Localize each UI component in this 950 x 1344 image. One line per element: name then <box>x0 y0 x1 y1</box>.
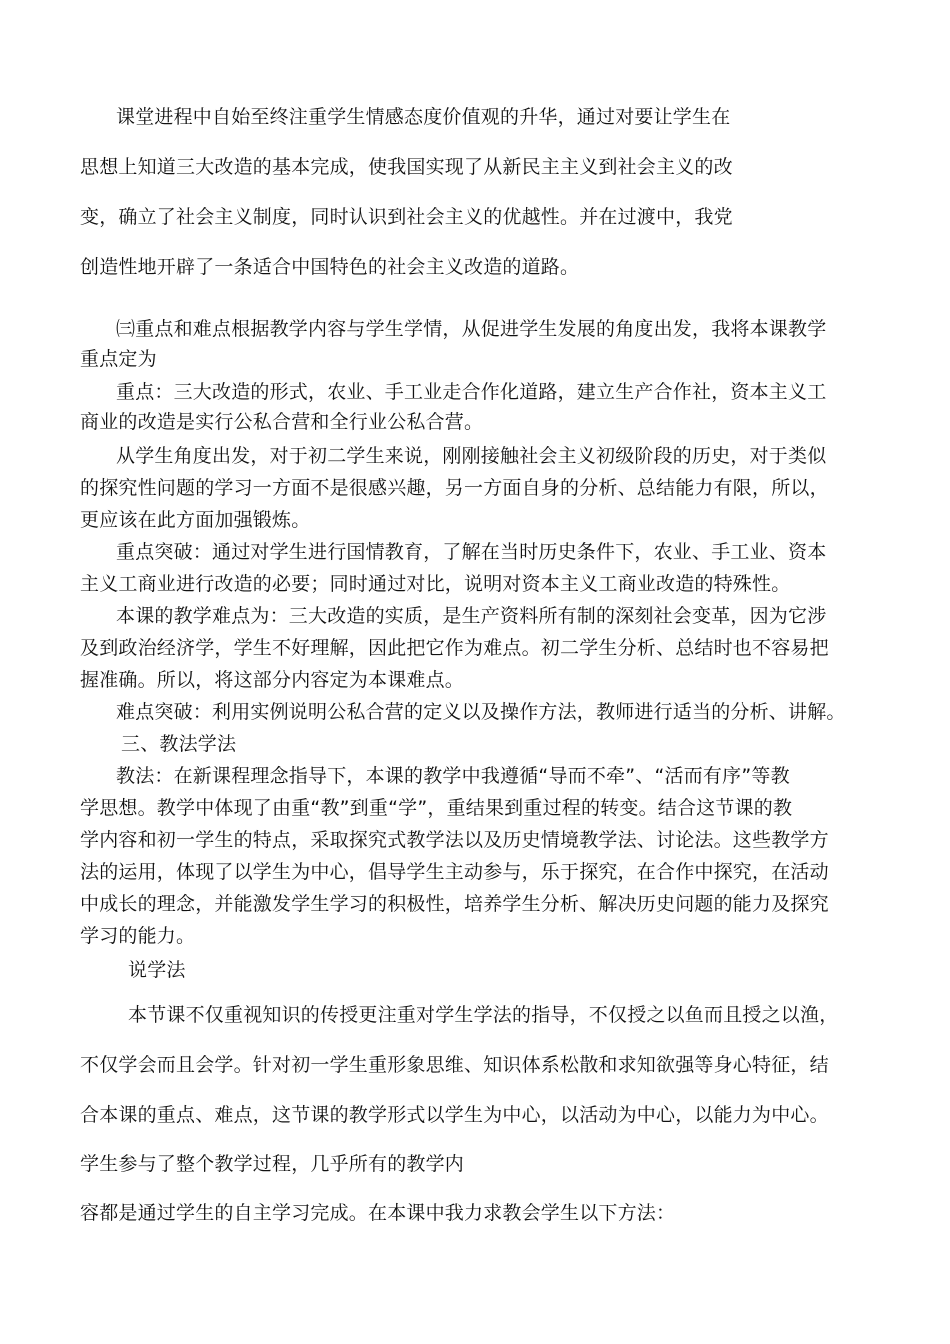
text-line: 握准确。所以，将这部分内容定为本课难点。 <box>80 669 465 691</box>
text-line: 学内容和初一学生的特点，采取探究式教学法以及历史情境教学法、讨论法。这些教学方 <box>80 829 829 851</box>
text-line: 及到政治经济学，学生不好理解，因此把它作为难点。初二学生分析、总结时也不容易把 <box>80 637 829 659</box>
text-line: 重点：三大改造的形式，农业、手工业走合作化道路，建立生产合作社，资本主义工 <box>116 381 827 403</box>
text-line: 商业的改造是实行公私合营和全行业公私合营。 <box>80 411 484 433</box>
text-line: 从学生角度出发，对于初二学生来说，刚刚接触社会主义初级阶段的历史，对于类似 <box>116 445 827 467</box>
text-line: 更应该在此方面加强锻炼。 <box>80 509 311 531</box>
text-line: 容都是通过学生的自主学习完成。在本课中我力求教会学生以下方法： <box>80 1202 676 1224</box>
sub-heading: 说学法 <box>128 959 186 981</box>
text-line: 法的运用，体现了以学生为中心，倡导学生主动参与，乐于探究，在合作中探究，在活动 <box>80 861 829 883</box>
text-line: 教法：在新课程理念指导下，本课的教学中我遵循“导而不牵”、“活而有序”等教 <box>116 765 790 787</box>
text-line: 不仅学会而且会学。针对初一学生重形象思维、知识体系松散和求知欲强等身心特征，结 <box>80 1054 829 1076</box>
text-line: 学习的能力。 <box>80 925 196 947</box>
text-line: 主义工商业进行改造的必要；同时通过对比，说明对资本主义工商业改造的特殊性。 <box>80 573 791 595</box>
text-line: 变，确立了社会主义制度，同时认识到社会主义的优越性。并在过渡中，我党 <box>80 206 733 228</box>
text-line: 的探究性问题的学习一方面不是很感兴趣，另一方面自身的分析、总结能力有限，所以， <box>80 477 829 499</box>
text-line: 合本课的重点、难点，这节课的教学形式以学生为中心，以活动为中心，以能力为中心。 <box>80 1104 829 1126</box>
text-line: 中成长的理念，并能激发学生学习的积极性，培养学生分析、解决历史问题的能力及探究 <box>80 893 829 915</box>
text-line: 课堂进程中自始至终注重学生情感态度价值观的升华，通过对要让学生在 <box>116 106 731 128</box>
text-line: 思想上知道三大改造的基本完成，使我国实现了从新民主主义到社会主义的改 <box>80 156 733 178</box>
text-line: 难点突破：利用实例说明公私合营的定义以及操作方法，教师进行适当的分析、讲解。 <box>116 701 846 723</box>
text-line: 创造性地开辟了一条适合中国特色的社会主义改造的道路。 <box>80 256 580 278</box>
text-line: 本节课不仅重视知识的传授更注重对学生学法的指导，不仅授之以鱼而且授之以渔， <box>128 1004 839 1026</box>
text-line: 重点定为 <box>80 348 157 370</box>
section-heading: 三、教法学法 <box>121 733 237 755</box>
text-line: 重点突破：通过对学生进行国情教育，了解在当时历史条件下，农业、手工业、资本 <box>116 541 827 563</box>
text-line: 学思想。教学中体现了由重“教”到重“学”，重结果到重过程的转变。结合这节课的教 <box>80 797 793 819</box>
section-heading: ㈢重点和难点根据教学内容与学生学情，从促进学生发展的角度出发，我将本课教学 <box>116 318 827 340</box>
text-line: 本课的教学难点为：三大改造的实质，是生产资料所有制的深刻社会变革，因为它涉 <box>116 605 827 627</box>
text-line: 学生参与了整个教学过程，几乎所有的教学内 <box>80 1153 465 1175</box>
